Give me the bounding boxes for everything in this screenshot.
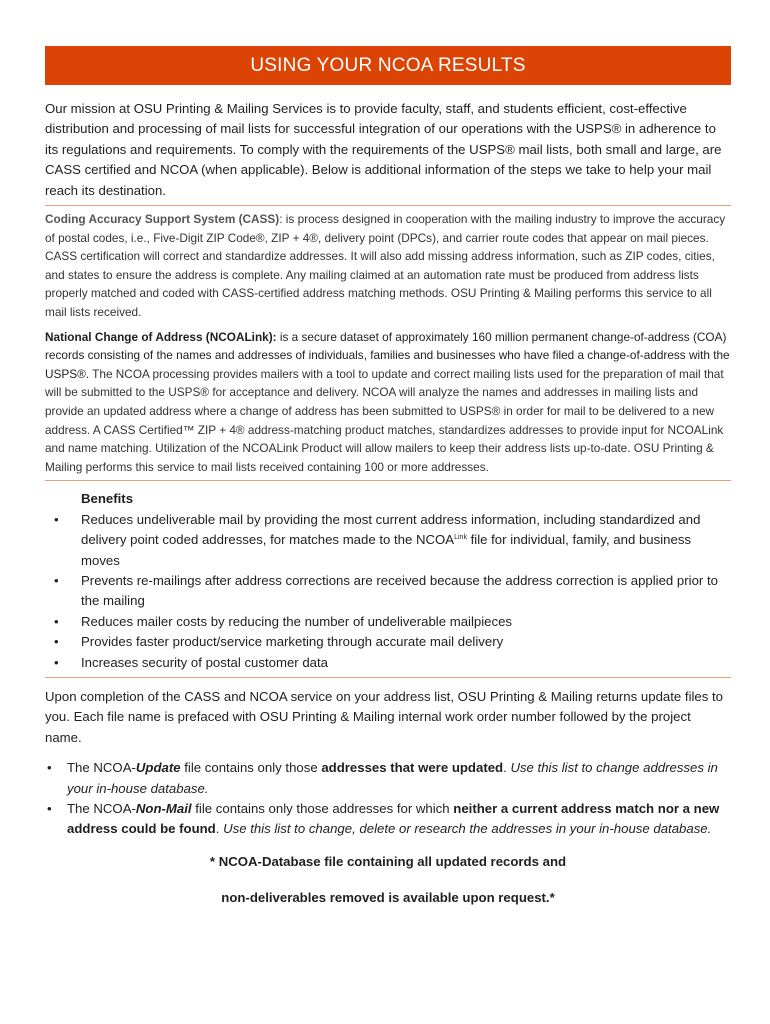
file-highlight: addresses that were updated bbox=[321, 760, 504, 776]
file-item-update bbox=[45, 758, 731, 799]
benefit-text-end: file for individual, family, and business moves bbox=[81, 532, 692, 568]
database-note bbox=[45, 852, 731, 908]
list-item: • Increases security of postal customer data bbox=[45, 653, 731, 673]
file-text: The NCOA- bbox=[67, 801, 136, 817]
list-item: • Prevents re-mailings after address corrections are received because the address correction is applied prior to the mailing bbox=[45, 571, 731, 612]
completion-paragraph: Upon completion of the CASS and NCOA service on your address list, OSU Printing & Mailing returns update files to you. Each file name is prefaced with OSU Printing & Mailing internal work order number followed by the project name. bbox=[45, 689, 724, 745]
benefits-list bbox=[45, 510, 731, 673]
benefit-text: Reduces undeliverable mail by providing the most current address information, including standardized and delivery point coded addresses, for matches made to the NCOA bbox=[81, 511, 701, 548]
file-name-update: Update bbox=[135, 760, 181, 776]
file-text: . bbox=[215, 821, 224, 837]
list-item: • Provides faster product/service marketing through accurate mail delivery bbox=[45, 632, 731, 652]
cass-definition bbox=[45, 210, 731, 322]
intro-text-start: Our mission at bbox=[45, 101, 134, 116]
note-line: non-deliverables removed is available upon request.* bbox=[221, 889, 555, 905]
divider bbox=[45, 205, 731, 206]
definitions bbox=[45, 210, 731, 476]
page bbox=[45, 46, 731, 908]
ncoa-definition bbox=[45, 328, 731, 477]
page-title: USING YOUR NCOA RESULTS bbox=[250, 54, 526, 76]
ncoa-term: National Change of Address (NCOALink): bbox=[45, 329, 277, 344]
file-instruction: Use this list to change, delete or research the addresses in your in-house database. bbox=[223, 821, 712, 837]
ncoa-text-lead: is a secure dataset of approximately 160 million permanent change-of-address (COA) records consisting of the names and addresses of individuals, families and businesses who have filed a change-of-address with the USPS®. bbox=[45, 329, 730, 381]
title-banner bbox=[45, 46, 731, 85]
intro-org-name: OSU Printing & Mailing Services bbox=[133, 101, 323, 116]
file-text: The NCOA- bbox=[67, 760, 136, 776]
file-item-nonmail bbox=[45, 799, 731, 840]
link-superscript: Link bbox=[454, 534, 467, 542]
list-item bbox=[45, 510, 731, 571]
file-text: file contains only those addresses for which bbox=[191, 801, 454, 817]
cass-text: : is process designed in cooperation with the mailing industry to improve the accuracy of postal codes, i.e., Five-Digit ZIP Code®, ZIP + 4®, delivery point (DPCs), and carrier route codes that appear on mail pieces. CASS certification will correct and standardize addresses. It will also add missing address information, such as ZIP codes, cities, and states to ensure the address is complete. Any mailing claimed at an automation rate must be produced from address lists properly matched and coded with CASS-certified address matching methods. OSU Printing & Mailing performs this service to all mail lists received. bbox=[45, 212, 726, 319]
divider bbox=[45, 677, 731, 678]
ncoa-text: The NCOA processing provides mailers with a tool to update and correct mailing lists used for the preparation of mail that will be submitted to the USPS® for acceptance and delivery. NCOA will analyze the names and addresses in mailing lists and provide an updated address where a change of address has been submitted to USPS® in order for mail to be delivered to a new address. A CASS Certified™ ZIP + 4® address-matching product matches, standardizes addresses to provide input for NCOALink and name matching. Utilization of the NCOALink Product will allow mailers to keep their address lists up-to-date. OSU Printing & Mailing performs this service to mail lists received containing 100 or more addresses. bbox=[45, 366, 724, 474]
benefits-section bbox=[45, 489, 731, 673]
cass-term: Coding Accuracy Support System (CASS) bbox=[45, 212, 280, 227]
file-text: . bbox=[503, 760, 511, 776]
benefits-title: Benefits bbox=[81, 491, 134, 507]
file-name-nonmail: Non-Mail bbox=[135, 801, 192, 817]
file-text: file contains only those bbox=[180, 760, 322, 776]
file-list bbox=[45, 758, 731, 840]
list-item: • Reduces mailer costs by reducing the number of undeliverable mailpieces bbox=[45, 612, 731, 632]
file-instruction: Use this list to change addresses in your in-house database. bbox=[67, 760, 718, 796]
intro-text-end: is to provide faculty, staff, and students efficient, cost-effective distribution and processing of mail lists for successful integration of our operations with the USPS® in adherence to its regulations and requirements. To comply with the requirements of the USPS® mail lists, both small and large, are CASS certified and NCOA (when applicable). Below is additional information of the steps we take to help your mail reach its destination. bbox=[45, 101, 722, 198]
note-line: * NCOA-Database file containing all updated records and bbox=[209, 853, 567, 869]
intro-paragraph bbox=[45, 99, 731, 201]
file-highlight: neither a current address match nor a new address could be found bbox=[67, 801, 720, 837]
divider bbox=[45, 480, 731, 481]
